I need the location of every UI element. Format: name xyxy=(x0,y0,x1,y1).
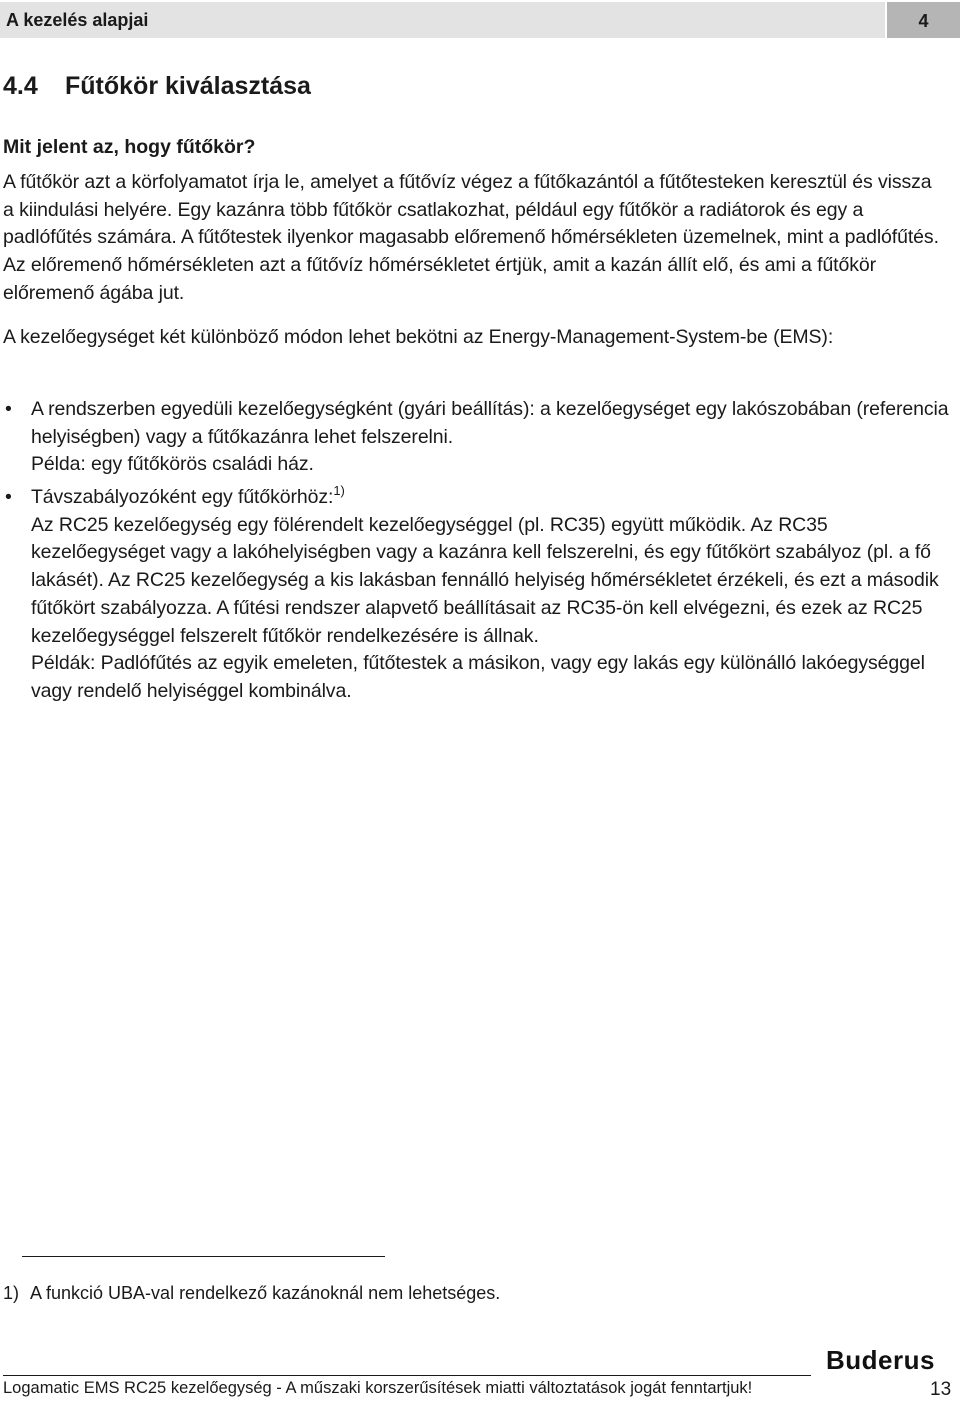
chapter-tab xyxy=(887,2,960,38)
paragraph-definition: A fűtőkör azt a körfolyamatot írja le, amelyet a fűtővíz végez a fűtőkazántól a fűtőtesteken keresztül és vissza a kiindulási helyére. Egy kazánra több fűtőkör csatlakozhat, például egy fűtőkör a radiátorok és egy a padlófűtés számára. A fűtőtestek ilyenkor magasabb előremenő hőmérsékleten üzemelnek, mint a padlófűtés. Az előremenő hőmérsékleten azt a fűtővíz hőmérsékletet értjük, amit a kazán állít elő, és ami a fűtőkör előremenő ágába jut. xyxy=(3,171,939,304)
bullet-lead: Távszabályozóként egy fűtőkörhöz: xyxy=(31,486,334,508)
bullet-list-remote xyxy=(3,484,953,706)
footer-divider xyxy=(3,1375,811,1376)
footer-text: Logamatic EMS RC25 kezelőegység - A műszaki korszerűsítések miatti változtatások jogát fenntartjuk! xyxy=(3,1379,753,1397)
list-item xyxy=(3,396,953,479)
footnote-text: A funkció UBA-val rendelkező kazánoknál nem lehetséges. xyxy=(30,1283,501,1303)
page-number: 13 xyxy=(930,1379,952,1400)
list-item xyxy=(3,484,953,706)
running-header xyxy=(0,2,885,38)
bullet-text: Az RC25 kezelőegység egy fölérendelt kezelőegységgel (pl. RC35) együtt működik. Az RC35 kezelőegységet vagy a lakóhelyiségben vagy a kazánra kell felszerelni, és egy fűtőkört szabályoz (pl. a fő lakásét). Az RC25 kezelőegység a kis lakásban fennálló helyiség hőmérsékletet érzékeli, és ezt a második fűtőkört szabályozza. A fűtési rendszer alapvető beállításait az RC35-ön kell elvégezni, és ezek az RC25 kezelőegységgel felszerelt fűtőkör rendelkezésére is állnak. xyxy=(31,513,939,647)
footnote xyxy=(3,1283,500,1304)
paragraph-ems: A kezelőegységet két különböző módon lehet bekötni az Energy-Management-System-be (EMS): xyxy=(3,326,834,348)
footnote-reference: 1) xyxy=(333,483,345,498)
section-heading xyxy=(3,72,311,101)
bullet-list-standalone xyxy=(3,396,953,479)
bullet-text: A rendszerben egyedüli kezelőegységként (gyári beállítás): a kezelőegységet egy lakószobában (referencia helyiségben) vagy a fűtőkazánra lehet felszerelni. xyxy=(31,398,949,448)
chapter-number: 4 xyxy=(918,11,929,31)
footnote-number: 1) xyxy=(3,1283,20,1303)
buderus-logo: Buderus xyxy=(826,1345,935,1375)
section-number: 4.4 xyxy=(3,72,38,100)
header-title: A kezelés alapjai xyxy=(6,10,149,30)
bullet-example: Példa: egy fűtőkörös családi ház. xyxy=(31,453,314,476)
bullet-icon: • xyxy=(5,398,12,420)
footnote-divider xyxy=(22,1256,385,1257)
bullet-icon: • xyxy=(5,486,12,508)
section-title: Fűtőkör kiválasztása xyxy=(65,72,311,100)
subheading: Mit jelent az, hogy fűtőkör? xyxy=(3,136,256,158)
bullet-example: Példák: Padlófűtés az egyik emeleten, fűtőtestek a másikon, vagy egy lakás egy különálló lakóegységgel vagy rendelő helyiséggel kombinálva. xyxy=(31,652,925,702)
